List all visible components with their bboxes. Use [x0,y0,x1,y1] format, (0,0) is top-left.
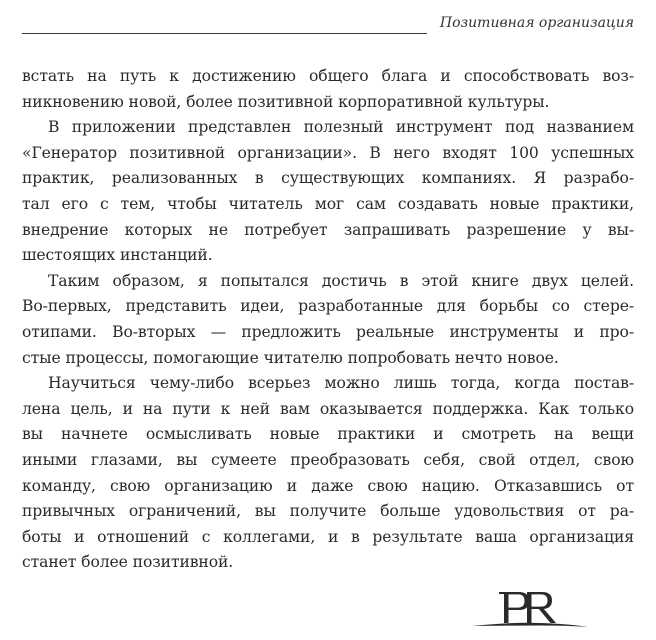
text-line: встать на путь к достижению общего блага и способствовать воз- [22,67,634,85]
text-line: шестоящих инстанций. [22,246,213,265]
text-line: В приложении представлен полезный инструмент под названием [48,118,634,137]
text-line: внедрение которых не потребует запрашивать разрешение у вы- [22,220,634,239]
text-line: никновению новой, более позитивной корпоративной культуры. [22,92,550,111]
text-line: лена цель, и на пути к ней вам оказывается поддержка. Как только [22,399,634,418]
text-line: Научиться чему-либо всерьез можно лишь тогда, когда постав- [48,374,634,393]
text-line: станет более позитивной. [22,553,234,572]
header-rule [22,33,427,34]
text-line: практик, реализованных в существующих компаниях. Я разрабо- [22,169,634,188]
text-line: вы начнете осмысливать новые практики и смотреть на вещи [22,425,634,444]
text-line: привычных ограничений, вы получите больше удовольствия от ра- [22,502,634,521]
text-line: стые процессы, помогающие читателю попробовать нечто новое. [22,348,559,367]
text-line: Во-первых, представить идеи, разработанные для борьбы со стере- [22,297,634,316]
running-header [22,12,634,38]
text-line: Таким образом, я попытался достичь в этой книге двух целей. [48,271,634,290]
publisher-monogram-icon [470,586,590,630]
body-text [22,64,634,576]
text-line: иными глазами, вы сумеете преобразовать себя, свой отдел, свою [22,450,634,469]
text-line: отипами. Во-вторых — предложить реальные инструменты и про- [22,322,634,341]
text-line: боты и отношений с коллегами, и в результате ваша организация [22,527,634,546]
text-line: «Генератор позитивной организации». В него входят 100 успешных [22,143,634,162]
running-header-title: Позитивная организация [439,15,634,31]
text-line: команду, свою организацию и даже свою нацию. Отказавшись от [22,476,634,495]
text-line: тал его с тем, чтобы читатель мог сам создавать новые практики, [22,194,634,213]
